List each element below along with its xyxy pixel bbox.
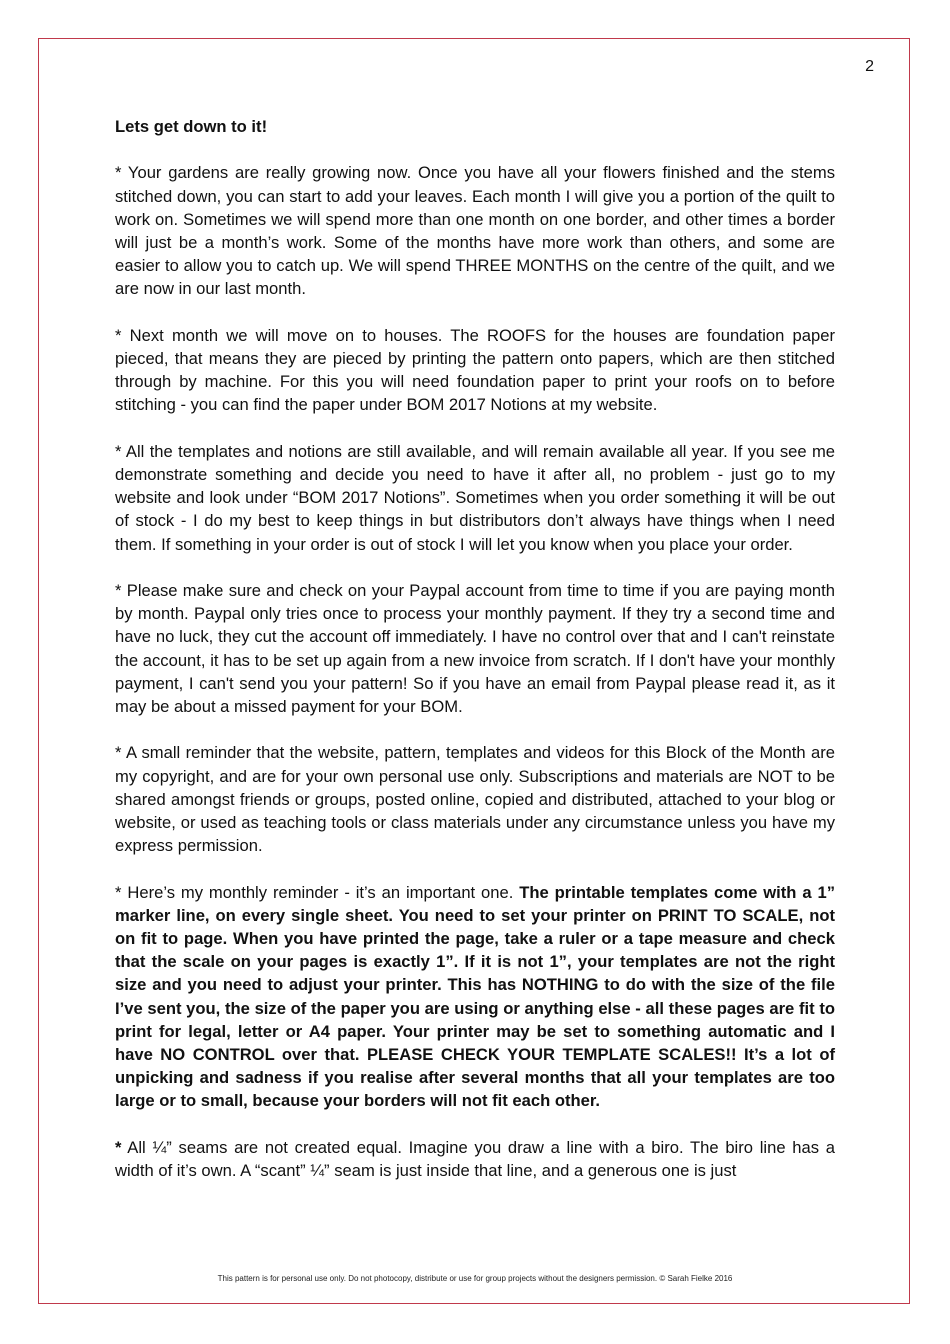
- paragraph-seams: [115, 1136, 835, 1182]
- paragraph-copyright: * A small reminder that the website, pattern, templates and videos for this Block of the Month are my copyright, and are for your own personal use only. Subscriptions and materials are NOT to be shared amongst friends or groups, posted online, copied and distributed, attached to your blog or website, or used as teaching tools or class materials under any circumstance unless you have my express permission.: [115, 743, 835, 856]
- reminder-intro: * Here’s my monthly reminder - it’s an important one.: [115, 882, 520, 902]
- document-body: [115, 115, 835, 1205]
- paragraph-paypal: * Please make sure and check on your Paypal account from time to time if you are paying month by month. Paypal only tries once to process your monthly payment. If they try a second time and have no luck, they cut the account off immediately. I have no control over that and I can't reinstate the account, it has to be set up again from a new invoice from scratch. If I don't have your monthly payment, I can't send you your pattern! So if you have an email from Paypal please read it, as it may be about a missed payment for your BOM.: [115, 581, 835, 717]
- section-heading: Lets get down to it!: [115, 117, 268, 136]
- seams-bullet: *: [115, 1137, 122, 1157]
- reminder-bold-text: The printable templates come with a 1” marker line, on every single sheet. You need to set your printer on PRINT TO SCALE, not on fit to page. When you have printed the page, take a ruler or a tape measure and check that the scale on your pages is exactly 1”. If it is not 1”, your templates are not the right size and you need to adjust your printer. This has NOTHING to do with the size of the file I’ve sent you, the size of the paper you are using or anything else - all these pages are fit to print for legal, letter or A4 paper. Your printer may be set to something automatic and I have NO CONTROL over that. PLEASE CHECK YOUR TEMPLATE SCALES!! It’s a lot of unpicking and sadness if you realise after several months that all your templates are too large or to small, because your borders will not fit each other.: [115, 882, 835, 1111]
- footer-copyright: This pattern is for personal use only. Do not photocopy, distribute or use for group projects without the designers permission. © Sarah Fielke 2016: [217, 1274, 733, 1283]
- page-number: 2: [865, 58, 874, 75]
- seams-text: All ¼” seams are not created equal. Imagine you draw a line with a biro. The biro line has a width of it’s own. A “scant” ¼” seam is just inside that line, and a generous one is just: [115, 1137, 835, 1181]
- paragraph-gardens: * Your gardens are really growing now. Once you have all your flowers finished and the stems stitched down, you can start to add your leaves. Each month I will give you a portion of the quilt to work on. Sometimes we will spend more than one month on one border, and other times a border will just be a month’s work. Some of the months have more work than others, and some are easier to allow you to catch up. We will spend THREE MONTHS on the centre of the quilt, and we are now in our last month.: [115, 163, 835, 299]
- paragraph-print-reminder: [115, 881, 835, 1113]
- paragraph-notions: * All the templates and notions are still available, and will remain available all year. If you see me demonstrate something and decide you need to have it after all, no problem - just go to my website and look under “BOM 2017 Notions”. Sometimes when you order something it will be out of stock - I do my best to keep things in but distributors don’t always have things when I need them. If something in your order is out of stock I will let you know when you place your order.: [115, 441, 835, 554]
- paragraph-houses: * Next month we will move on to houses. The ROOFS for the houses are foundation paper pieced, that means they are pieced by printing the pattern onto papers, which are then stitched through by machine. For this you will need foundation paper to print your roofs on to before stitching - you can find the paper under BOM 2017 Notions at my website.: [115, 325, 835, 415]
